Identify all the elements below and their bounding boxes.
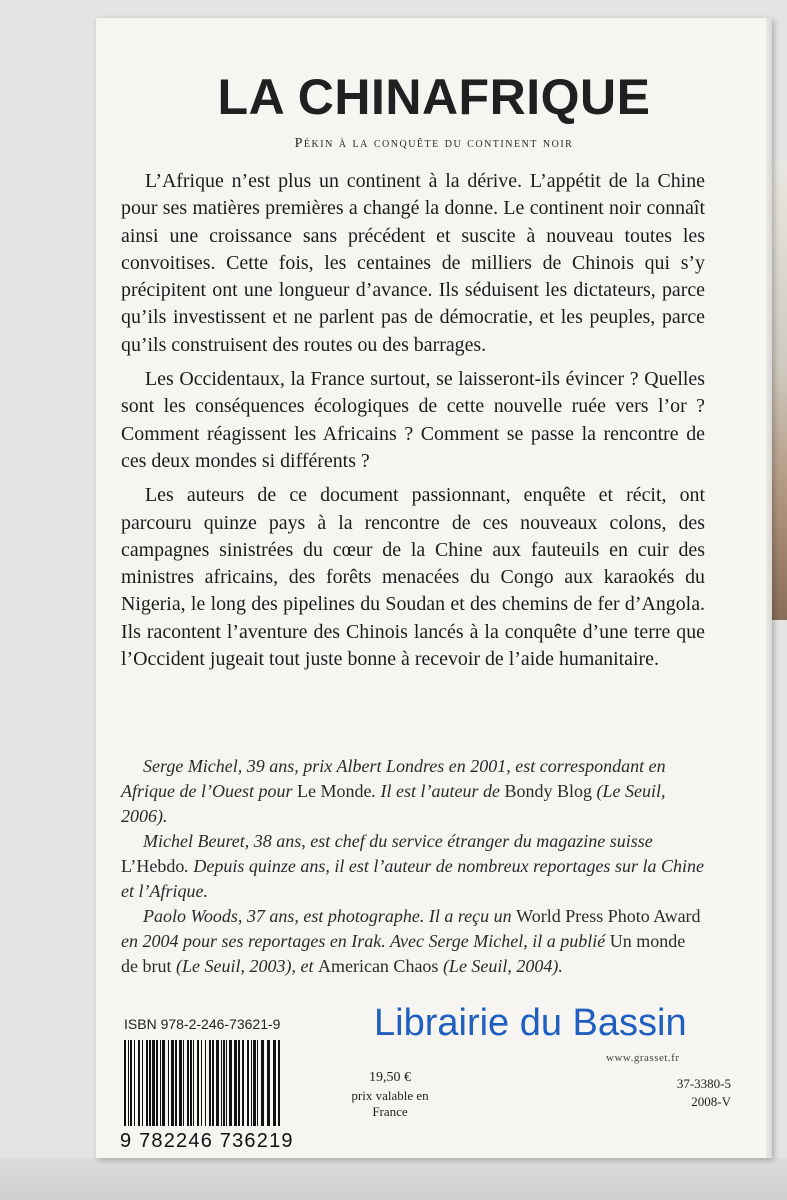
- blurb-paragraph-2: Les Occidentaux, la France surtout, se laisseront-ils évincer ? Quelles sont les conséquences écologiques de cette nouvelle ruée vers l’or ? Comment réagissent les Africains ? Comment se passe la rencontre de ces deux mondes si différents ?: [121, 368, 705, 472]
- barcode-bar: [234, 1040, 237, 1126]
- barcode-bar: [160, 1040, 161, 1126]
- book-title: LA CHINAFRIQUE: [217, 69, 651, 125]
- barcode-bar: [242, 1040, 244, 1126]
- price-block: [340, 1070, 440, 1120]
- barcode-bar: [162, 1040, 165, 1126]
- barcode-bar: [253, 1040, 256, 1126]
- blurb-paragraph-3: Les auteurs de ce document passionnant, enquête et récit, ont parcouru quinze pays à la rencontre de ces nouveaux colons, des campagnes sinistrées du cœur de la Chine aux fauteuils en cuir des ministres africains, des forêts menacées du Congo aux karaokés du Nigeria, le long des pipelines du Soudan et des chemins de fer d’Angola. Ils racontent l’aventure des Chinois lancés à la conquête d’une terre que l’Occident jugeait tout juste bonne à recevoir de l’aide humanitaire.: [121, 484, 705, 671]
- barcode-bar: [221, 1040, 222, 1126]
- barcode-bar: [251, 1040, 252, 1126]
- barcode-bar: [201, 1040, 202, 1126]
- barcode-bar: [152, 1040, 155, 1126]
- cover-edge: [766, 18, 772, 1158]
- barcode-bar: [193, 1040, 194, 1126]
- barcode-icon: [122, 1040, 284, 1130]
- barcode-bar: [197, 1040, 199, 1126]
- barcode-bar: [128, 1040, 129, 1126]
- barcode-bar: [267, 1040, 270, 1126]
- reference-codes: [633, 1075, 731, 1111]
- barcode-bar: [175, 1040, 177, 1126]
- price-note: prix valable en France: [351, 1088, 429, 1119]
- bio-michel-beuret: Michel Beuret, 38 ans, est chef du service étranger du magazine suisse L’Hebdo. Depuis quinze ans, il est l’auteur de nombreux reportages sur la Chine et l’Afrique.: [121, 831, 704, 901]
- barcode-bar: [212, 1040, 214, 1126]
- barcode-bar: [223, 1040, 225, 1126]
- barcode-bar: [171, 1040, 174, 1126]
- reference-code-1: 37-3380-5: [676, 1076, 731, 1091]
- blurb-paragraph-1: L’Afrique n’est plus un continent à la dérive. L’appétit de la Chine pour ses matières premières a changé la donne. Le continent noir connaît ainsi une croissance sans précédent et suscite à nouveau toutes les convoitises. Cette fois, les centaines de milliers de Chinois qui s’y précipitent ont une longueur d’avance. Ils séduisent les dictateurs, parce qu’ils investissent et ne parlent pas de démocratie, et les peuples, parce qu’ils construisent des routes ou des barrages.: [121, 170, 705, 356]
- barcode-bar: [278, 1040, 280, 1126]
- barcode-bar: [261, 1040, 264, 1126]
- barcode-bar: [130, 1040, 132, 1126]
- barcode-bar: [179, 1040, 182, 1126]
- barcode-bar: [229, 1040, 232, 1126]
- adjacent-book-spine: [772, 160, 787, 620]
- barcode-bar: [142, 1040, 143, 1126]
- barcode-bar: [216, 1040, 219, 1126]
- barcode-bar: [149, 1040, 151, 1126]
- barcode-bar: [146, 1040, 148, 1126]
- barcode-bar: [183, 1040, 184, 1126]
- barcode-bar: [226, 1040, 227, 1126]
- barcode-bar: [205, 1040, 206, 1126]
- bio-paolo-woods: Paolo Woods, 37 ans, est photographe. Il a reçu un World Press Photo Award en 2004 pour ses reportages en Irak. Avec Serge Michel, il a publié Un monde de brut (Le Seuil, 2003), et American Chaos (Le Seuil, 2004).: [121, 906, 701, 976]
- seller-watermark: Librairie du Bassin: [374, 1002, 687, 1044]
- bio-serge-michel: Serge Michel, 39 ans, prix Albert Londres en 2001, est correspondant en Afrique de l’Ouest pour Le Monde. Il est l’auteur de Bondy Blog (Le Seuil, 2006).: [121, 756, 666, 826]
- publisher-website: www.grasset.fr: [606, 1052, 680, 1064]
- barcode-bar: [190, 1040, 192, 1126]
- barcode-bar: [209, 1040, 211, 1126]
- book-back-cover: [96, 18, 772, 1158]
- barcode-bar: [273, 1040, 276, 1126]
- blurb: [121, 168, 705, 680]
- barcode-bar: [247, 1040, 249, 1126]
- author-bios: [121, 754, 705, 979]
- price-amount: 19,50 €: [369, 1070, 411, 1085]
- reference-code-2: 2008-V: [691, 1094, 731, 1109]
- barcode-bar: [238, 1040, 240, 1126]
- barcode-bar: [138, 1040, 140, 1126]
- barcode-bar: [187, 1040, 189, 1126]
- isbn-label: ISBN 978-2-246-73621-9: [124, 1016, 281, 1032]
- barcode-bar: [168, 1040, 169, 1126]
- barcode-bar: [156, 1040, 158, 1126]
- table-surface: [0, 1158, 787, 1200]
- barcode-bar: [124, 1040, 126, 1126]
- barcode-bar: [257, 1040, 258, 1126]
- barcode-bar: [134, 1040, 135, 1126]
- book-subtitle: Pékin à la conquête du continent noir: [294, 136, 574, 151]
- barcode-digits: 9 782246 736219: [120, 1130, 294, 1152]
